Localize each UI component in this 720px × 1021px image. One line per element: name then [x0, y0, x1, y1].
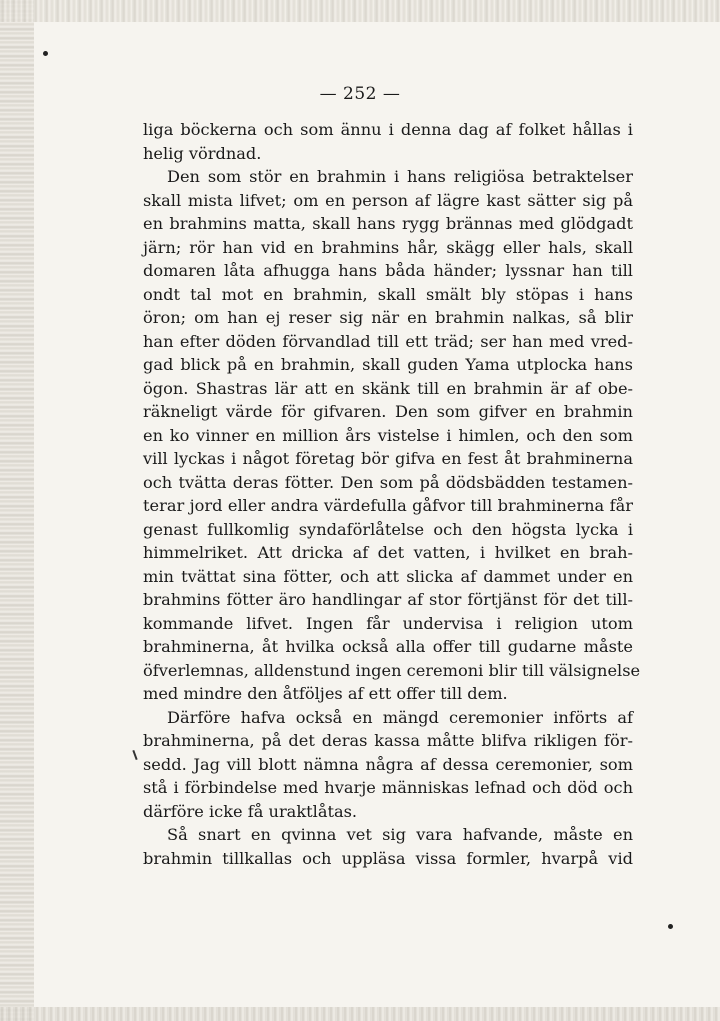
text-line: liga böckerna och som ännu i denna dag af folket hållas i	[143, 120, 633, 139]
ink-speck	[43, 51, 48, 56]
text-line: helig vördnad.	[143, 143, 262, 163]
text-line: Så snart en qvinna vet sig vara hafvande, måste en	[167, 825, 633, 844]
text-line: han efter döden förvandlad till ett träd; ser han med vred-	[143, 331, 633, 351]
text-line: stå i förbindelse med hvarje människas lefnad och död och	[143, 778, 633, 797]
text-line: sedd. Jag vill blott nämna några af dessa ceremonier, som	[143, 754, 633, 774]
scan-edge-left	[0, 0, 34, 1021]
page-number: — 252 —	[319, 84, 401, 104]
ink-mark	[132, 750, 137, 760]
text-line: brahmin tillkallas och uppläsa vissa formler, hvarpå vid	[143, 848, 633, 868]
text-line: gad blick på en brahmin, skall guden Yama utplocka hans	[143, 355, 633, 374]
scan-edge-top	[0, 0, 720, 22]
text-line: en ko vinner en million års vistelse i himlen, och den som	[143, 425, 633, 445]
text-line: himmelriket. Att dricka af det vatten, i hvilket en brah-	[143, 543, 633, 562]
body-text	[143, 118, 641, 870]
text-line: räkneligt värde för gifvaren. Den som gifver en brahmin	[143, 402, 633, 421]
text-line: järn; rör han vid en brahmins hår, skägg eller hals, skall	[143, 237, 633, 257]
text-line: och tvätta deras fötter. Den som på dödsbädden testamen-	[143, 472, 633, 492]
text-line: vill lyckas i något företag bör gifva en fest åt brahminerna	[143, 449, 633, 468]
text-line: brahmins fötter äro handlingar af stor förtjänst för det till-	[143, 590, 633, 609]
text-line: ögon. Shastras lär att en skänk till en brahmin är af obe-	[143, 378, 633, 398]
text-line: öron; om han ej reser sig när en brahmin nalkas, så blir	[143, 308, 633, 327]
text-line: med mindre den åtföljes af ett offer till dem.	[143, 684, 508, 703]
ink-speck	[668, 924, 673, 929]
text-line: en brahmins matta, skall hans rygg brännas med glödgadt	[143, 214, 633, 233]
text-line: terar jord eller andra värdefulla gåfvor till brahminerna får	[143, 496, 633, 515]
text-line: Därföre hafva också en mängd ceremonier införts af	[167, 707, 633, 727]
text-line: kommande lifvet. Ingen får undervisa i religion utom	[143, 613, 633, 633]
text-line: min tvättat sina fötter, och att slicka af dammet under en	[143, 566, 633, 586]
text-line: därföre icke få uraktlåtas.	[143, 801, 358, 821]
text-line: skall mista lifvet; om en person af lägre kast sätter sig på	[143, 190, 633, 210]
text-line: domaren låta afhugga hans båda händer; lyssnar han till	[143, 261, 633, 280]
text-line: genast fullkomlig syndaförlåtelse och den högsta lycka i	[143, 519, 633, 539]
text-line: ondt tal mot en brahmin, skall smält bly stöpas i hans	[143, 284, 633, 304]
text-line: brahminerna, på det deras kassa måtte blifva rikligen för-	[143, 731, 633, 750]
scan-edge-bottom	[0, 1007, 720, 1021]
text-line: öfverlemnas, alldenstund ingen ceremoni blir till välsignelse	[143, 660, 641, 680]
text-line: Den som stör en brahmin i hans religiösa betraktelser	[167, 167, 633, 186]
text-line: brahminerna, åt hvilka också alla offer till gudarne måste	[143, 637, 633, 656]
